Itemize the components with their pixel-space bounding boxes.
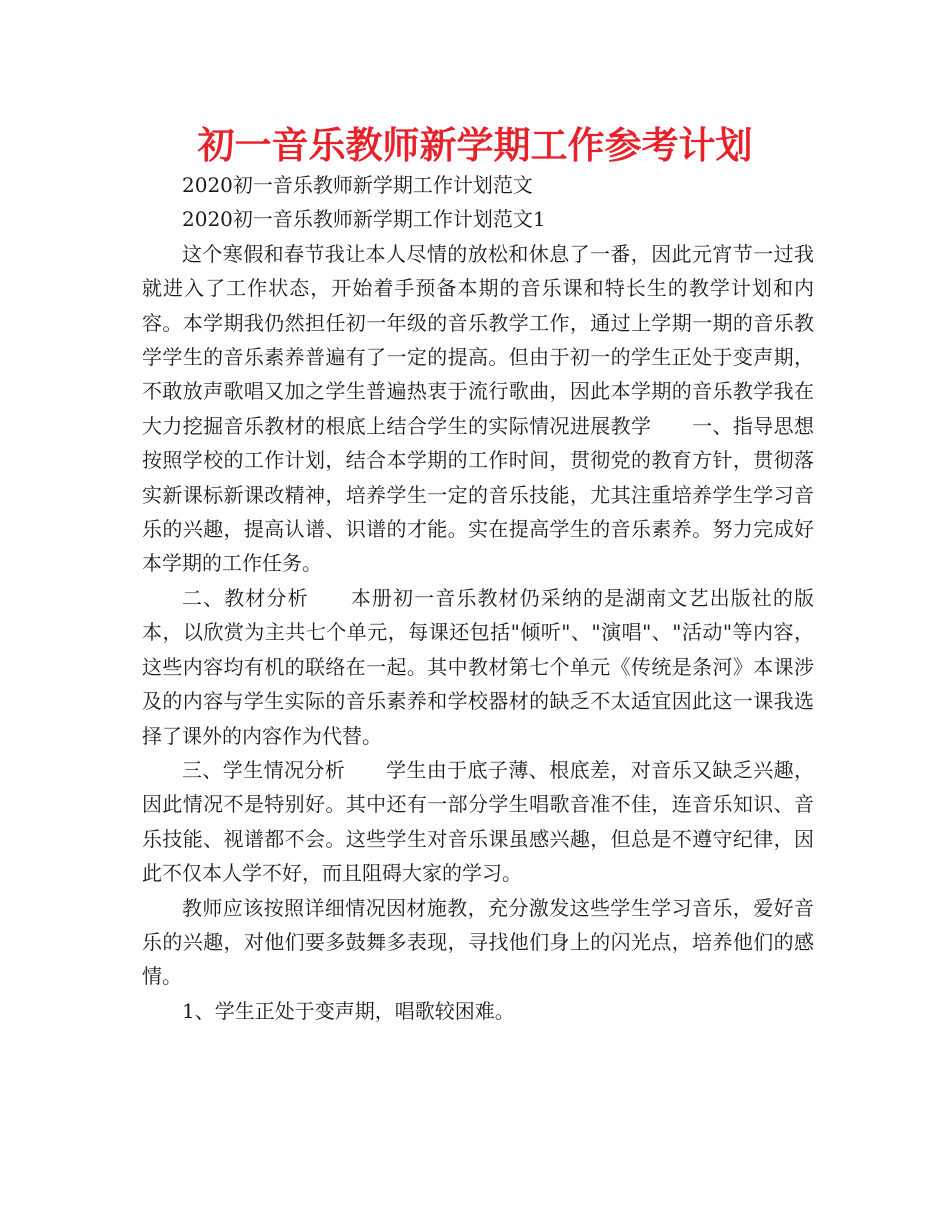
subtitle-line: 2020初一音乐教师新学期工作计划范文 xyxy=(182,173,533,197)
paragraph: 三、学生情况分析 学生由于底子薄、根底差，对音乐又缺乏兴趣，因此情况不是特别好。其中还有一部分学生唱歌音准不佳，连音乐知识、音乐技能、视谱都不会。这些学生对音乐课虽感兴趣，但总是不遵守纪律，因此不仅本人学不好，而且阻碍大家的学习。 xyxy=(142,757,814,886)
paragraph: 二、教材分析 本册初一音乐教材仍采纳的是湖南文艺出版社的版本，以欣赏为主共七个单元，每课还包括"倾听"、"演唱"、"活动"等内容，这些内容均有机的联络在一起。其中教材第七个单元《传统是条河》本课涉及的内容与学生实际的音乐素养和学校器材的缺乏不太适宜因此这一课我选择了课外的内容作为代替。 xyxy=(142,585,814,748)
document-title: 初一音乐教师新学期工作参考计划 xyxy=(197,124,753,167)
paragraph: 教师应该按照详细情况因材施教，充分激发这些学生学习音乐，爱好音乐的兴趣，对他们要多鼓舞多表现，寻找他们身上的闪光点，培养他们的感情。 xyxy=(142,895,814,989)
subtitle-line: 2020初一音乐教师新学期工作计划范文1 xyxy=(182,207,546,232)
paragraph: 1、学生正处于变声期，唱歌较困难。 xyxy=(182,998,515,1023)
paragraph: 这个寒假和春节我让本人尽情的放松和休息了一番，因此元宵节一过我就进入了工作状态，开始着手预备本期的音乐课和特长生的教学计划和内容。本学期我仍然担任初一年级的音乐教学工作，通过上学期一期的音乐教学学生的音乐素养普遍有了一定的提高。但由于初一的学生正处于变声期，不敢放声歌唱又加之学生普遍热衷于流行歌曲，因此本学期的音乐教学我在大力挖掘音乐教材的根底上结合学生的实际情况进展教学 一、指导思想 按照学校的工作计划，结合本学期的工作时间，贯彻党的教育方针，贯彻落实新课标新课改精神，培养学生一定的音乐技能，尤其注重培养学生学习音乐的兴趣，提高认谱、识谱的才能。实在提高学生的音乐素养。努力完成好本学期的工作任务。 xyxy=(142,241,854,576)
document-body xyxy=(142,168,854,1028)
